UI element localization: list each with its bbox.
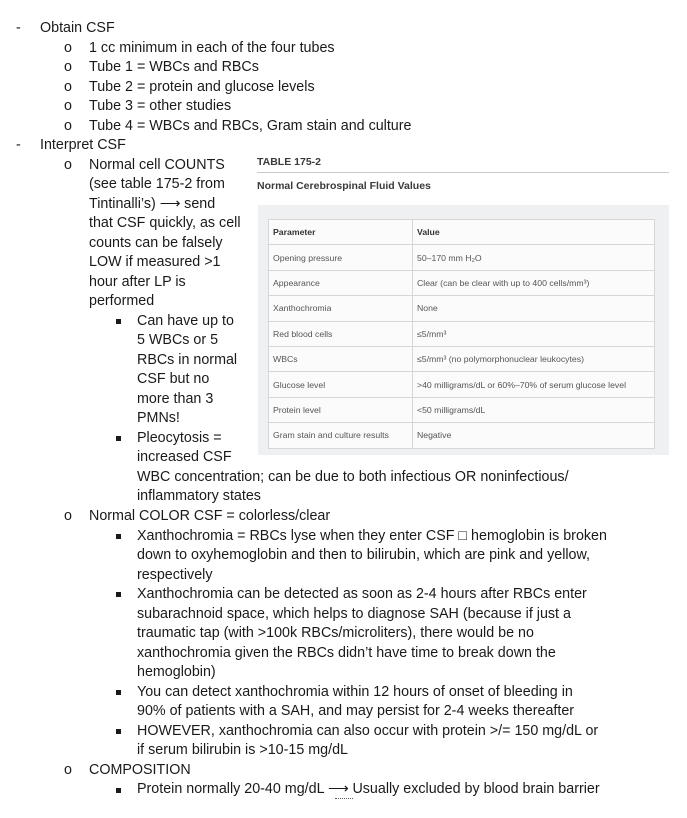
table-row [269, 245, 655, 270]
text-line: that CSF quickly, as cell [89, 215, 241, 231]
list-item: Tube 3 = other studies [89, 98, 232, 114]
table-cell: Xanthochromia [269, 296, 413, 321]
list-item: 1 cc minimum in each of the four tubes [89, 40, 335, 56]
dotted-underline [335, 798, 353, 799]
table-cell: ≤5/mm³ [413, 321, 655, 346]
text-line: subarachnoid space, which helps to diagnose SAH (because if just a [137, 606, 571, 622]
text-line: PMNs! [137, 410, 180, 426]
table-row [269, 423, 655, 448]
bullet-o: o [64, 118, 72, 134]
table-cell: <50 milligrams/dL [413, 397, 655, 422]
text-line: (see table 175-2 from [89, 176, 225, 192]
bullet-dash: - [16, 20, 21, 36]
bullet-o: o [64, 59, 72, 75]
table-cell: None [413, 296, 655, 321]
text-line: inflammatory states [137, 488, 261, 504]
table-row [269, 270, 655, 295]
text-line: xanthochromia given the RBCs didn’t have time to break down the [137, 645, 556, 661]
text-line: Normal COLOR CSF = colorless/clear [89, 508, 331, 524]
table-row [269, 321, 655, 346]
bullet-o: o [64, 508, 72, 524]
table-subtitle: Normal Cerebrospinal Fluid Values [257, 180, 431, 192]
table-cell: Glucose level [269, 372, 413, 397]
table-cell: Opening pressure [269, 245, 413, 270]
square-bullet [116, 690, 121, 695]
square-bullet [116, 319, 121, 324]
bullet-o: o [64, 40, 72, 56]
table-title: TABLE 175-2 [257, 156, 321, 168]
text-line: if serum bilirubin is >10-15 mg/dL [137, 742, 348, 758]
text-line: respectively [137, 567, 213, 583]
text-line: Normal cell COUNTS [89, 157, 225, 173]
text-line: Xanthochromia = RBCs lyse when they enter CSF □ hemoglobin is broken [137, 528, 607, 544]
text-line: Xanthochromia can be detected as soon as 2-4 hours after RBCs enter [137, 586, 587, 602]
table-row [269, 397, 655, 422]
text-line: performed [89, 293, 155, 309]
text-line: down to oxyhemoglobin and then to bilirubin, which are pink and yellow, [137, 547, 591, 563]
text-line: RBCs in normal [137, 352, 238, 368]
square-bullet [116, 592, 121, 597]
text-line: 90% of patients with a SAH, and may persist for 2-4 weeks thereafter [137, 703, 575, 719]
heading-obtain-csf: Obtain CSF [40, 20, 115, 36]
square-bullet [116, 788, 121, 793]
table-cell: Protein level [269, 397, 413, 422]
text-line: COMPOSITION [89, 762, 191, 778]
table-cell: 50–170 mm H₂O [413, 245, 655, 270]
csf-values-table [268, 219, 655, 449]
table-cell: Red blood cells [269, 321, 413, 346]
text-line: HOWEVER, xanthochromia can also occur with protein >/= 150 mg/dL or [137, 723, 599, 739]
column-header: Parameter [269, 220, 413, 245]
text-line: 5 WBCs or 5 [137, 332, 219, 348]
text-line: counts can be falsely [89, 235, 223, 251]
text-line: WBC concentration; can be due to both infectious OR noninfectious/ [137, 469, 569, 485]
table-cell: Negative [413, 423, 655, 448]
list-item: Tube 2 = protein and glucose levels [89, 79, 315, 95]
table-cell: Gram stain and culture results [269, 423, 413, 448]
square-bullet [116, 534, 121, 539]
bullet-o: o [64, 98, 72, 114]
text-line: LOW if measured >1 [89, 254, 221, 270]
list-item: Tube 4 = WBCs and RBCs, Gram stain and culture [89, 118, 412, 134]
table-row [269, 346, 655, 371]
text-line: Pleocytosis = [137, 430, 222, 446]
bullet-o: o [64, 79, 72, 95]
text-line: traumatic tap (with >100k RBCs/microliters), there would be no [137, 625, 534, 641]
square-bullet [116, 436, 121, 441]
table-row [269, 296, 655, 321]
text-line: hemoglobin) [137, 664, 216, 680]
table-header-row [269, 220, 655, 245]
square-bullet [116, 729, 121, 734]
table-cell: >40 milligrams/dL or 60%–70% of serum glucose level [413, 372, 655, 397]
table-cell: WBCs [269, 346, 413, 371]
text-line: Can have up to [137, 313, 234, 329]
text-line: Protein normally 20-40 mg/dL ⟶ Usually excluded by blood brain barrier [137, 781, 600, 797]
bullet-o: o [64, 157, 72, 173]
text-line: Tintinalli’s) ⟶ send [89, 196, 216, 212]
divider [257, 172, 669, 173]
list-item: Tube 1 = WBCs and RBCs [89, 59, 259, 75]
table-cell: Appearance [269, 270, 413, 295]
text-line: CSF but no [137, 371, 210, 387]
table-cell: ≤5/mm³ (no polymorphonuclear leukocytes) [413, 346, 655, 371]
table-cell: Clear (can be clear with up to 400 cells/mm³) [413, 270, 655, 295]
text-line: You can detect xanthochromia within 12 hours of onset of bleeding in [137, 684, 573, 700]
bullet-o: o [64, 762, 72, 778]
text-line: increased CSF [137, 449, 232, 465]
bullet-dash: - [16, 137, 21, 153]
column-header: Value [413, 220, 655, 245]
heading-interpret-csf: Interpret CSF [40, 137, 126, 153]
text-line: more than 3 [137, 391, 214, 407]
table-row [269, 372, 655, 397]
text-line: hour after LP is [89, 274, 186, 290]
